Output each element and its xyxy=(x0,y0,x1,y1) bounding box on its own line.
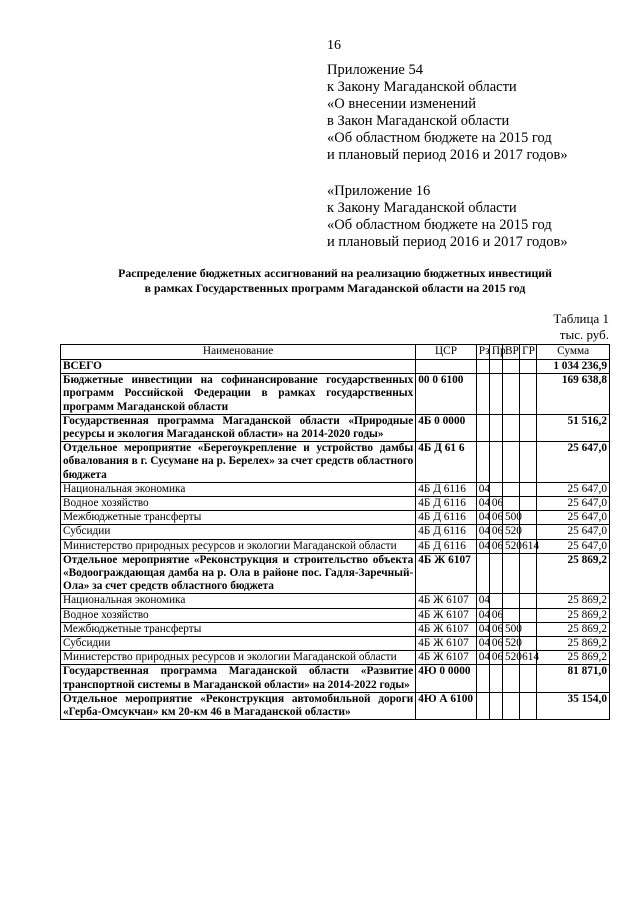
appendix-line: к Закону Магаданской области xyxy=(327,79,517,95)
cell-gr xyxy=(520,594,537,608)
table-row xyxy=(61,414,610,441)
cell-name: Национальная экономика xyxy=(61,594,416,608)
cell-vr: 520 xyxy=(503,525,520,539)
header-code: ЦСР xyxy=(416,345,477,360)
cell-name: Министерство природных ресурсов и экологии Магаданской области xyxy=(61,651,416,665)
table-row xyxy=(61,360,610,374)
cell-code: 4Б Д 6116 xyxy=(416,511,477,525)
table-row xyxy=(61,539,610,553)
cell-vr: 520 xyxy=(503,637,520,651)
cell-vr xyxy=(503,553,520,594)
cell-sum: 25 869,2 xyxy=(537,608,610,622)
cell-vr: 520 xyxy=(503,651,520,665)
cell-code: 4Б Ж 6107 xyxy=(416,553,477,594)
cell-pr xyxy=(489,594,502,608)
cell-name: Межбюджетные трансферты xyxy=(61,511,416,525)
appendix-line: «Об областном бюджете на 2015 год xyxy=(327,217,552,233)
cell-code: 4Б Д 6116 xyxy=(416,497,477,511)
cell-code: 4Ю А 6100 xyxy=(416,692,477,719)
cell-pr: 06 xyxy=(489,622,502,636)
header-pr: Пр xyxy=(489,345,502,360)
cell-name: ВСЕГО xyxy=(61,360,416,374)
cell-gr xyxy=(520,665,537,692)
appendix-line: «О внесении изменений xyxy=(327,96,477,112)
table-row xyxy=(61,622,610,636)
cell-code: 4Б Д 61 6 xyxy=(416,442,477,483)
table-row xyxy=(61,525,610,539)
cell-rz xyxy=(476,374,489,415)
cell-sum: 25 647,0 xyxy=(537,497,610,511)
cell-sum: 51 516,2 xyxy=(537,414,610,441)
cell-rz: 04 xyxy=(476,497,489,511)
cell-pr: 06 xyxy=(489,525,502,539)
document-title-line: в рамках Государственных программ Магаданской области на 2015 год xyxy=(144,281,526,295)
table-row xyxy=(61,637,610,651)
table-row xyxy=(61,482,610,496)
cell-code: 4Б Ж 6107 xyxy=(416,637,477,651)
header-vr: ВР xyxy=(503,345,520,360)
budget-table xyxy=(60,344,610,720)
cell-rz: 04 xyxy=(476,525,489,539)
cell-rz: 04 xyxy=(476,622,489,636)
cell-vr: 500 xyxy=(503,622,520,636)
cell-sum: 25 869,2 xyxy=(537,651,610,665)
cell-name: Бюджетные инвестиции на софинансирование государственных программ Российской Федерации в рамках государственных программ Магаданской области xyxy=(61,374,416,415)
cell-vr: 520 xyxy=(503,539,520,553)
cell-pr xyxy=(489,414,502,441)
cell-sum: 25 647,0 xyxy=(537,482,610,496)
cell-pr: 06 xyxy=(489,608,502,622)
cell-rz xyxy=(476,665,489,692)
table-row xyxy=(61,594,610,608)
appendix-line: «Об областном бюджете на 2015 год xyxy=(327,130,552,146)
cell-gr: 614 xyxy=(520,539,537,553)
cell-vr xyxy=(503,414,520,441)
cell-gr: 614 xyxy=(520,651,537,665)
cell-rz xyxy=(476,360,489,374)
appendix-line: в Закон Магаданской области xyxy=(327,113,510,129)
appendix-line: Приложение 54 xyxy=(327,62,423,78)
cell-name: Отдельное мероприятие «Берегоукрепление и устройство дамбы обвалования в г. Сусумане на р. Берелех» за счет средств областного бюджета xyxy=(61,442,416,483)
table-row xyxy=(61,511,610,525)
cell-pr: 06 xyxy=(489,539,502,553)
cell-rz: 04 xyxy=(476,637,489,651)
cell-vr xyxy=(503,482,520,496)
cell-vr xyxy=(503,608,520,622)
unit-caption: тыс. руб. xyxy=(559,327,609,342)
cell-pr xyxy=(489,360,502,374)
cell-vr xyxy=(503,692,520,719)
cell-gr xyxy=(520,608,537,622)
appendix-header xyxy=(327,62,568,164)
cell-gr xyxy=(520,637,537,651)
cell-vr xyxy=(503,374,520,415)
header-gr: ГР xyxy=(520,345,537,360)
cell-gr xyxy=(520,511,537,525)
cell-rz xyxy=(476,442,489,483)
cell-gr xyxy=(520,482,537,496)
table-row xyxy=(61,442,610,483)
table-row xyxy=(61,665,610,692)
cell-pr: 06 xyxy=(489,511,502,525)
cell-vr: 500 xyxy=(503,511,520,525)
cell-vr xyxy=(503,594,520,608)
cell-name: Национальная экономика xyxy=(61,482,416,496)
cell-rz: 04 xyxy=(476,594,489,608)
cell-sum: 25 647,0 xyxy=(537,442,610,483)
table-row xyxy=(61,651,610,665)
cell-code xyxy=(416,360,477,374)
cell-pr xyxy=(489,442,502,483)
document-title-line: Распределение бюджетных ассигнований на реализацию бюджетных инвестиций xyxy=(118,266,552,280)
cell-sum: 25 647,0 xyxy=(537,511,610,525)
cell-code: 4Б Д 6116 xyxy=(416,482,477,496)
cell-sum: 25 647,0 xyxy=(537,539,610,553)
cell-name: Государственная программа Магаданской области «Развитие транспортной системы в Магаданской области» на 2014-2022 годы» xyxy=(61,665,416,692)
cell-sum: 35 154,0 xyxy=(537,692,610,719)
cell-rz: 04 xyxy=(476,651,489,665)
header-sum: Сумма xyxy=(537,345,610,360)
table-row xyxy=(61,692,610,719)
cell-vr xyxy=(503,665,520,692)
cell-gr xyxy=(520,692,537,719)
cell-code: 4Б Ж 6107 xyxy=(416,622,477,636)
header-rz: Рз xyxy=(476,345,489,360)
cell-rz: 04 xyxy=(476,482,489,496)
cell-sum: 25 869,2 xyxy=(537,553,610,594)
cell-sum: 25 647,0 xyxy=(537,525,610,539)
cell-code: 4Б Ж 6107 xyxy=(416,608,477,622)
cell-code: 4Б Д 6116 xyxy=(416,539,477,553)
cell-pr xyxy=(489,374,502,415)
cell-name: Отдельное мероприятие «Реконструкция и строительство объекта «Водоограждающая дамба на р. Ола в районе пос. Гадля-Заречный-Ола» за счет средств областного бюджета xyxy=(61,553,416,594)
appendix-original-header xyxy=(327,183,568,251)
cell-name: Субсидии xyxy=(61,637,416,651)
document-title xyxy=(60,266,610,296)
cell-code: 4Б 0 0000 xyxy=(416,414,477,441)
appendix-line: «Приложение 16 xyxy=(327,183,431,199)
cell-name: Водное хозяйство xyxy=(61,497,416,511)
cell-name: Отдельное мероприятие «Реконструкция автомобильной дороги «Герба-Омсукчан» км 20-км 46 в Магаданской области» xyxy=(61,692,416,719)
cell-pr xyxy=(489,665,502,692)
cell-pr: 06 xyxy=(489,651,502,665)
cell-gr xyxy=(520,497,537,511)
cell-code: 4Ю 0 0000 xyxy=(416,665,477,692)
appendix-line: к Закону Магаданской области xyxy=(327,200,517,216)
page-number: 16 xyxy=(327,38,341,53)
cell-pr: 06 xyxy=(489,497,502,511)
cell-name: Водное хозяйство xyxy=(61,608,416,622)
table-row xyxy=(61,553,610,594)
table-row xyxy=(61,374,610,415)
cell-vr xyxy=(503,360,520,374)
cell-gr xyxy=(520,414,537,441)
cell-pr xyxy=(489,553,502,594)
cell-pr: 06 xyxy=(489,637,502,651)
cell-pr xyxy=(489,692,502,719)
cell-gr xyxy=(520,374,537,415)
cell-rz: 04 xyxy=(476,539,489,553)
cell-sum: 1 034 236,9 xyxy=(537,360,610,374)
cell-sum: 81 871,0 xyxy=(537,665,610,692)
cell-rz xyxy=(476,414,489,441)
cell-vr xyxy=(503,442,520,483)
table-row xyxy=(61,497,610,511)
cell-rz xyxy=(476,692,489,719)
cell-rz xyxy=(476,553,489,594)
cell-vr xyxy=(503,497,520,511)
cell-gr xyxy=(520,525,537,539)
cell-sum: 25 869,2 xyxy=(537,622,610,636)
cell-code: 4Б Ж 6107 xyxy=(416,594,477,608)
cell-code: 00 0 6100 xyxy=(416,374,477,415)
cell-name: Государственная программа Магаданской области «Природные ресурсы и экология Магаданской области» на 2014-2020 годы» xyxy=(61,414,416,441)
appendix-line: и плановый период 2016 и 2017 годов» xyxy=(327,147,568,163)
cell-gr xyxy=(520,553,537,594)
cell-rz: 04 xyxy=(476,511,489,525)
cell-gr xyxy=(520,360,537,374)
cell-name: Субсидии xyxy=(61,525,416,539)
cell-code: 4Б Д 6116 xyxy=(416,525,477,539)
cell-sum: 169 638,8 xyxy=(537,374,610,415)
cell-name: Министерство природных ресурсов и экологии Магаданской области xyxy=(61,539,416,553)
cell-code: 4Б Ж 6107 xyxy=(416,651,477,665)
table-row xyxy=(61,608,610,622)
table-caption: Таблица 1 xyxy=(553,311,609,326)
table-header-row xyxy=(61,345,610,360)
cell-rz: 04 xyxy=(476,608,489,622)
cell-pr xyxy=(489,482,502,496)
appendix-line: и плановый период 2016 и 2017 годов» xyxy=(327,234,568,250)
table-body xyxy=(61,360,610,720)
cell-gr xyxy=(520,622,537,636)
cell-sum: 25 869,2 xyxy=(537,637,610,651)
header-name: Наименование xyxy=(61,345,416,360)
cell-gr xyxy=(520,442,537,483)
cell-name: Межбюджетные трансферты xyxy=(61,622,416,636)
cell-sum: 25 869,2 xyxy=(537,594,610,608)
